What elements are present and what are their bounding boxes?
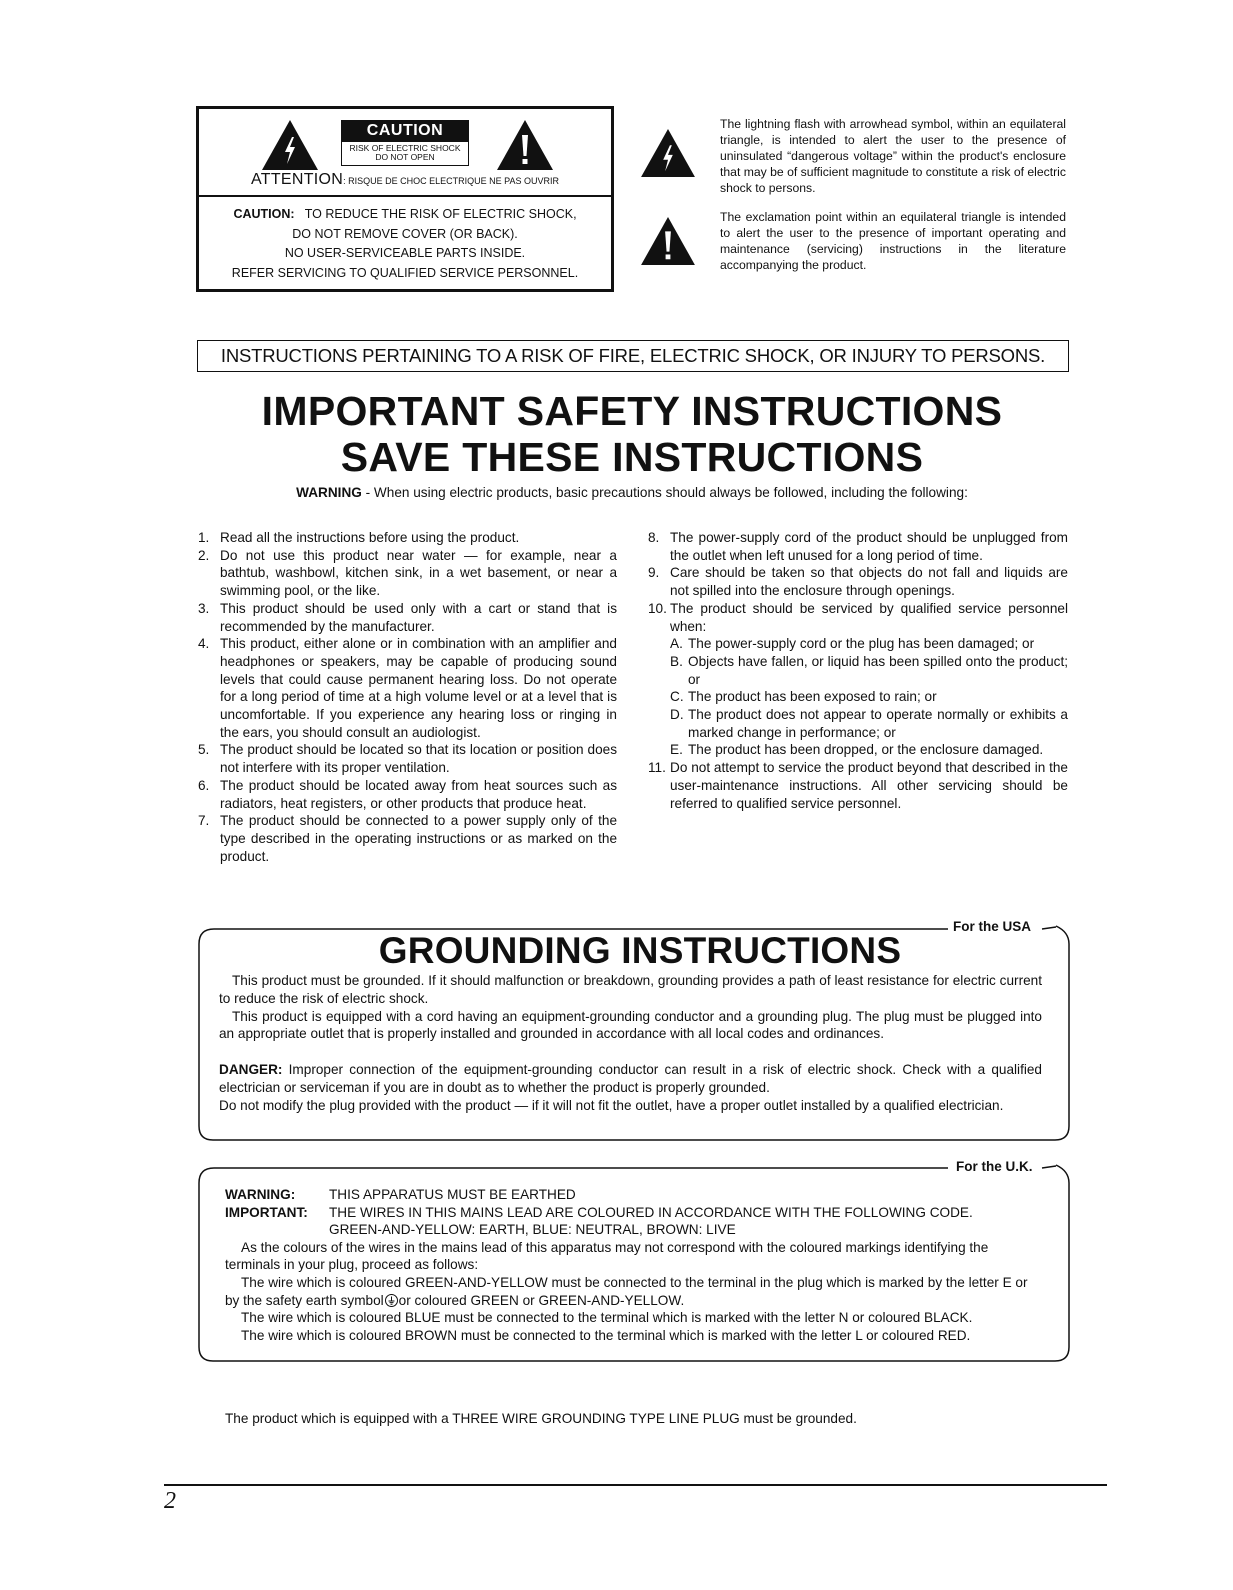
list-item: 5. The product should be located so that its location or position does not interfere with its proper ventilation. — [198, 742, 617, 776]
warning-line: WARNING - When using electric products, basic precautions should always be followed, including the following: — [296, 485, 968, 500]
instructions-left-column — [198, 529, 617, 865]
sub-list-item: D. The product does not appear to operate normally or exhibits a marked change in performance; or — [670, 707, 1068, 740]
three-wire-plug-note: The product which is equipped with a THREE WIRE GROUNDING TYPE LINE PLUG must be grounded. — [225, 1411, 857, 1426]
list-item: 8. The power-supply cord of the product should be unplugged from the outlet when left unused for a long period of time. — [648, 530, 1068, 563]
uk-wiring-body: WARNING: THIS APPARATUS MUST BE EARTHED IMPORTANT: THE WIRES IN THIS MAINS LEAD ARE COLOURED IN ACCORDANCE WITH THE FOLLOWING CODE. GREEN-AND-YELLOW: EARTH, BLUE: NEUTRAL, BROWN: LIVE As the colours of the wires in the mains lead of this apparatus may not correspond with the coloured markings identifying the terminals in your plug, proceed as follows: The wire which is coloured GREEN-AND-YELLOW must be connected to the terminal in the plug which is marked by the letter E or by the safety earth symbol or coloured GREEN or GREEN-AND-YELLOW. The wire which is coloured BLUE must be connected to the terminal which is marked with the letter N or coloured BLACK. The wire which is coloured BROWN must be connected to the terminal which is marked with the letter L or coloured RED. — [225, 1187, 1028, 1343]
caution-statement: CAUTION: TO REDUCE THE RISK OF ELECTRIC SHOCK, DO NOT REMOVE COVER (OR BACK). NO USER-SERVICEABLE PARTS INSIDE. REFER SERVICING TO QUALIFIED SERVICE PERSONNEL. — [231, 207, 579, 280]
caution-box — [196, 106, 614, 292]
sub-list-item: C. The product has been exposed to rain; or — [670, 689, 937, 705]
sub-list-item: B. Objects have fallen, or liquid has been spilled onto the product; or — [670, 653, 1068, 687]
list-item: 4. This product, either alone or in combination with an amplifier and headphones or speakers, may be capable of producing sound levels that could cause permanent hearing loss. Do not operate for a long period of time at a high volume level or at a level that is uncomfortable. If you experience any hearing loss or ringing in the ears, you should consult an audiologist. — [198, 636, 617, 740]
lightning-warning-icon — [261, 119, 319, 171]
page-title: IMPORTANT SAFETY INSTRUCTIONS — [261, 388, 1003, 434]
footer-rule — [164, 1484, 1107, 1486]
exclamation-symbol-explanation: The exclamation point within an equilateral triangle is intended to alert the user to the presence of important operating and maintenance (servicing) instructions in the literature accompanying the product. — [720, 210, 1066, 272]
list-item: 9. Care should be taken so that objects do not fall and liquids are not spilled into the enclosure through openings. — [648, 565, 1068, 599]
sub-list — [648, 635, 1068, 759]
list-item: 7. The product should be connected to a power supply only of the type described in the operating instructions or as marked on the product. — [198, 813, 617, 864]
instructions-right-column — [648, 529, 1068, 812]
exclamation-warning-icon — [496, 119, 554, 171]
exclamation-warning-icon — [640, 216, 696, 266]
list-item: 3. This product should be used only with a cart or stand that is recommended by the manufacturer. — [198, 600, 617, 634]
page-subtitle: SAVE THESE INSTRUCTIONS — [340, 434, 924, 480]
caution-box-header — [199, 109, 611, 197]
risk-instructions-banner: INSTRUCTIONS PERTAINING TO A RISK OF FIRE, ELECTRIC SHOCK, OR INJURY TO PERSONS. — [197, 340, 1069, 372]
earth-symbol-icon — [385, 1294, 398, 1307]
attention-line: ATTENTION: RISQUE DE CHOC ELECTRIQUE NE PAS OUVRIR — [250, 171, 560, 188]
list-item: 10. The product should be serviced by qualified service personnel when: — [648, 600, 1068, 634]
list-item: 6. The product should be located away from heat sources such as radiators, heat registers, or other products that produce heat. — [198, 777, 617, 811]
list-item: 1. Read all the instructions before using the product. — [198, 530, 520, 545]
grounding-title: GROUNDING INSTRUCTIONS — [378, 930, 902, 971]
sub-list-item: E. The product has been dropped, or the enclosure damaged. — [670, 742, 1044, 758]
lightning-warning-icon — [640, 128, 696, 178]
caution-heading: CAUTION — [341, 120, 469, 142]
risk-of-shock-label: RISK OF ELECTRIC SHOCK DO NOT OPEN — [341, 142, 469, 166]
list-item: 2. Do not use this product near water — for example, near a bathtub, washbowl, kitchen sink, in a wet basement, or near a swimming pool, or the like. — [198, 547, 617, 599]
sub-list-item: A. The power-supply cord or the plug has been damaged; or — [670, 636, 1035, 652]
caution-label — [341, 120, 469, 166]
lightning-symbol-explanation: The lightning flash with arrowhead symbol, within an equilateral triangle, is intended to alert the user to the presence of uninsulated “dangerous voltage” within the product's enclosure that may be of sufficient magnitude to constitute a risk of electric shock to persons. — [720, 117, 1066, 195]
page-number: 2 — [164, 1488, 176, 1514]
list-item: 11. Do not attempt to service the product beyond that described in the user-maintenance instructions. All other servicing should be referred to qualified service personnel. — [648, 760, 1068, 811]
grounding-body: This product must be grounded. If it should malfunction or breakdown, grounding provides a path of least resistance for electric current to reduce the risk of electric shock. This product is equipped with a cord having an equipment-grounding conductor and a grounding plug. The plug must be plugged into an appropriate outlet that is properly installed and grounded in accordance with all local codes and ordinances. DANGER: Improper connection of the equipment-grounding conductor can result in a risk of electric shock. Check with a qualified electrician or serviceman if you are in doubt as to whether the product is properly grounded. Do not modify the plug provided with the product — if it will not fit the outlet, have a proper outlet installed by a qualified electrician. — [219, 973, 1042, 1113]
region-label-usa: For the USA — [953, 919, 1032, 934]
region-label-uk: For the U.K. — [956, 1159, 1033, 1174]
